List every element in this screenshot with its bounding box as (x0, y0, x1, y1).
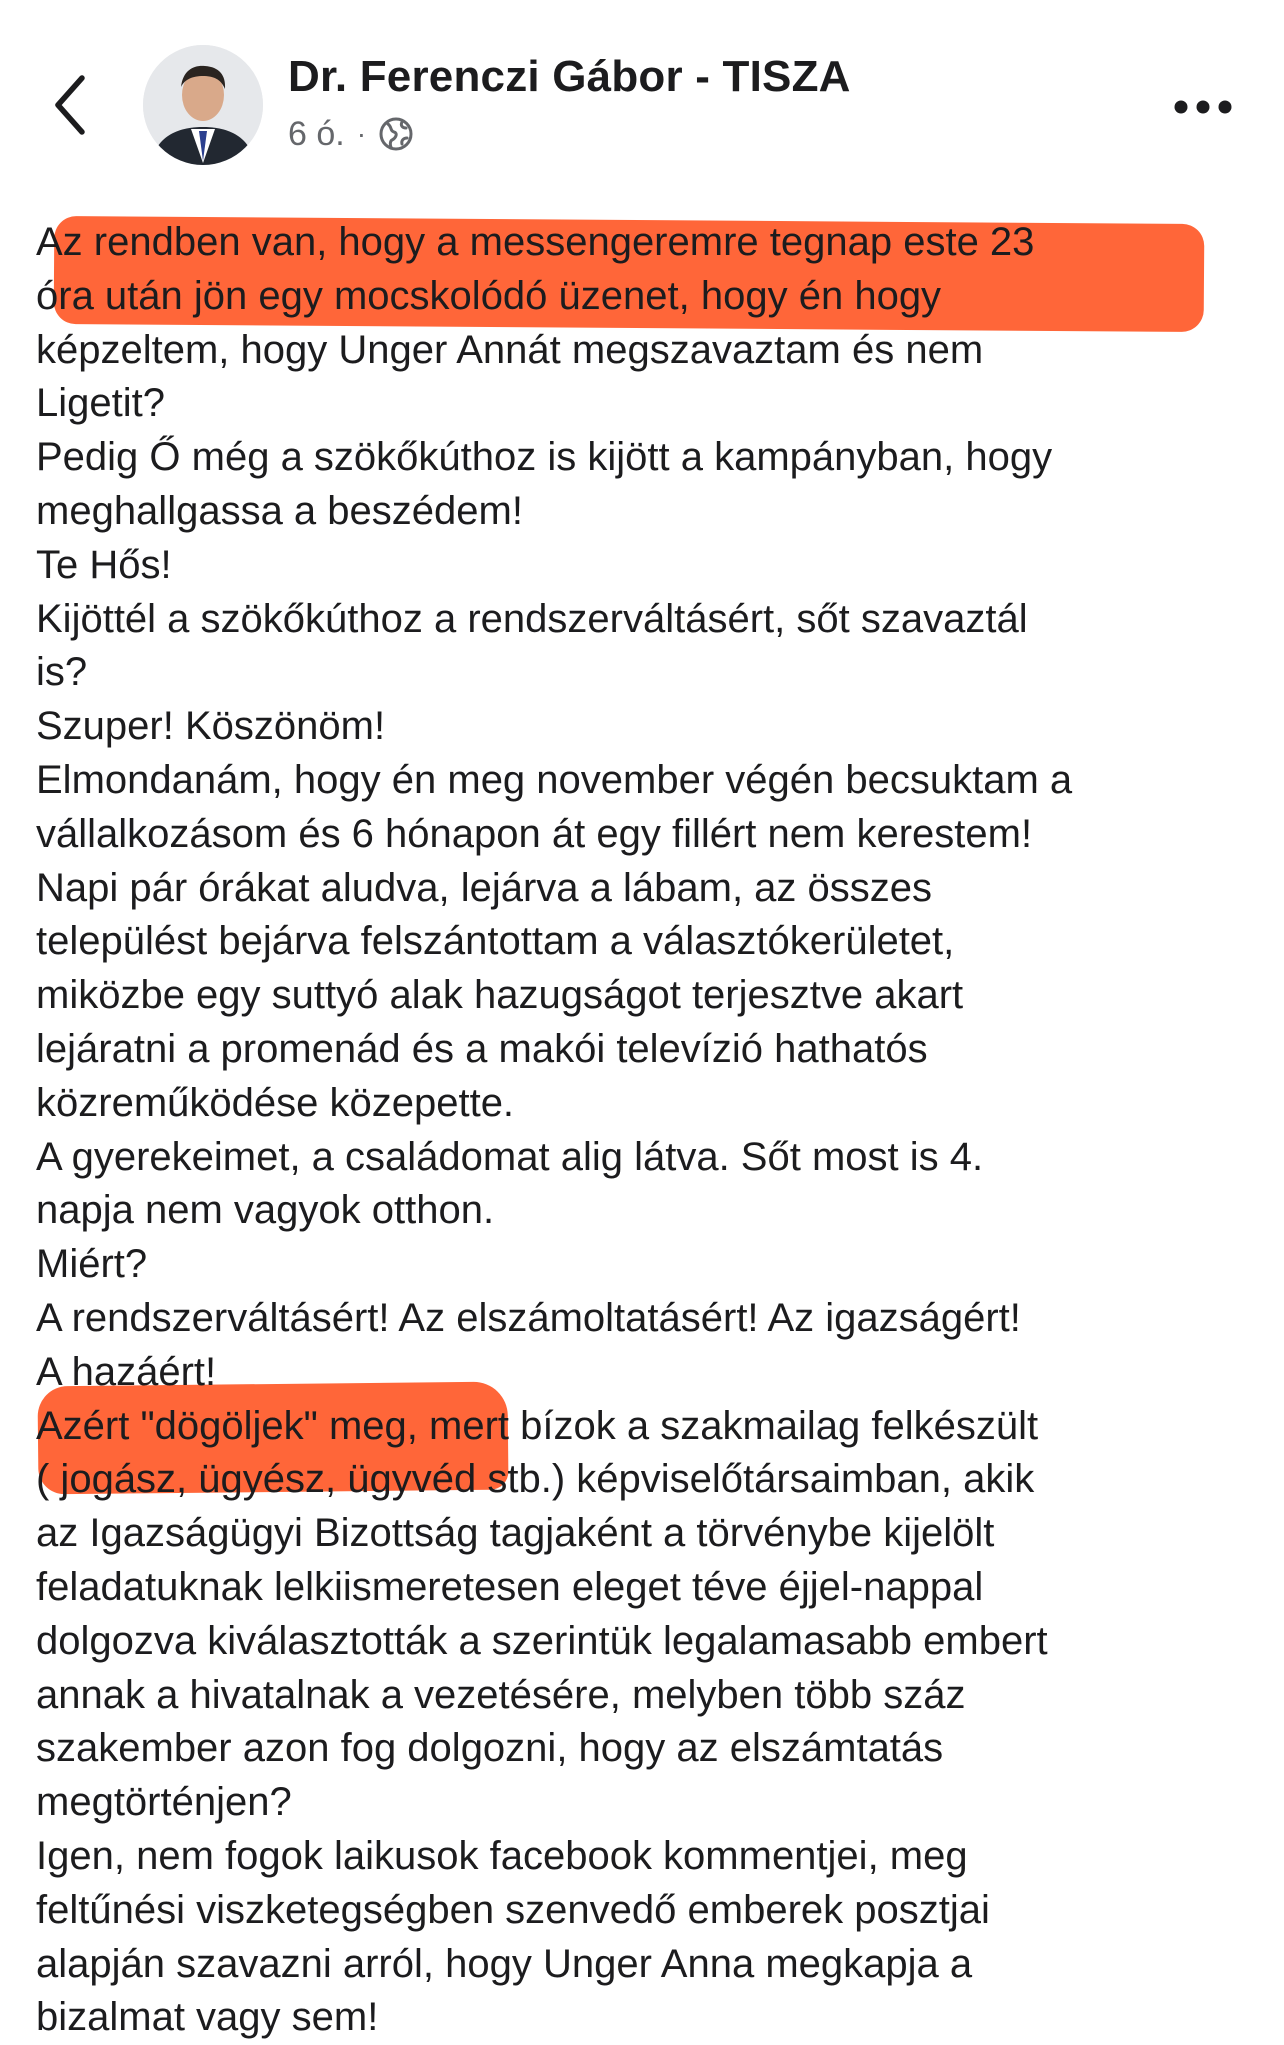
more-options-button[interactable] (1168, 82, 1238, 132)
more-horizontal-icon (1173, 99, 1233, 115)
chevron-left-icon (52, 74, 88, 136)
post-line: Elmondanám, hogy én meg november végén becsuktam a (36, 757, 1073, 802)
post-line: az Igazságügyi Bizottság tagjaként a törvénybe kijelölt (36, 1511, 995, 1556)
post-line: Igen, nem fogok laikusok facebook kommentjei, meg (36, 1833, 968, 1878)
post-line: képzeltem, hogy Unger Annát megszavaztam és nem (36, 327, 984, 372)
post-line: Az rendben van, hogy a messengeremre tegnap este 23 (36, 220, 1035, 264)
post-line: miközbe egy suttyó alak hazugságot terjesztve akart (36, 973, 964, 1018)
post-time[interactable]: 6 ó. (288, 114, 345, 153)
post-line: megtörténjen? (36, 1780, 292, 1825)
meta-separator: · (356, 118, 367, 149)
post-line: települést bejárva felszántottam a választókerületet, (36, 919, 955, 964)
post-line: közreműködése közepette. (36, 1080, 515, 1125)
post-line: szakember azon fog dolgozni, hogy az elszámtatás (36, 1726, 944, 1771)
post-line: vállalkozásom és 6 hónapon át egy fillért nem kerestem! (36, 811, 1033, 856)
post-line: ( jogász, ügyész, ügyvéd stb.) képviselőtársaimban, akik (36, 1457, 1035, 1502)
post-line: A rendszerváltásért! Az elszámoltatásért! Az igazságért! (36, 1295, 1021, 1340)
post-line: Napi pár órákat aludva, lejárva a lábam, az összes (36, 865, 933, 910)
avatar-photo (143, 45, 263, 165)
post-line: A hazáért! (36, 1349, 217, 1394)
post-line: feltűnési viszketegségben szenvedő emberek posztjai (36, 1887, 990, 1932)
post-line: Szuper! Köszönöm! (36, 704, 386, 749)
post-line: Azért "dögöljek" meg, mert bízok a szakmailag felkészült (36, 1403, 1039, 1448)
post-line: Pedig Ő még a szökőkúthoz is kijött a kampányban, hogy (36, 435, 1053, 480)
post-line: Ligetit? (36, 381, 165, 426)
post-header (0, 0, 1284, 190)
post-line: bizalmat vagy sem! (36, 1995, 379, 2040)
post-line: feladatuknak lelkiismeretesen eleget téve éjjel-nappal (36, 1564, 984, 1609)
globe-icon (378, 116, 414, 152)
post-line: meghallgassa a beszédem! (36, 488, 523, 533)
post-line: Kijöttél a szökőkúthoz a rendszerváltásért, sőt szavaztál (36, 596, 1028, 641)
post-line: annak a hivatalnak a vezetésére, melyben több száz (36, 1672, 966, 1717)
author-name[interactable]: Dr. Ferenczi Gábor - TISZA (288, 52, 851, 101)
post-meta (288, 112, 414, 156)
post-line: lejáratni a promenád és a makói televízió hathatós (36, 1026, 928, 1071)
post-line: óra után jön egy mocskolódó üzenet, hogy én hogy (36, 273, 942, 318)
back-button[interactable] (40, 60, 100, 150)
avatar[interactable] (143, 45, 263, 165)
post-line: alapján szavazni arról, hogy Unger Anna megkapja a (36, 1941, 973, 1986)
post-line: A gyerekeimet, a családomat alig látva. Sőt most is 4. (36, 1134, 984, 1179)
post-line: is? (36, 650, 88, 695)
post-text (36, 216, 1266, 2045)
post-line: Miért? (36, 1242, 148, 1287)
post-line: Te Hős! (36, 542, 172, 587)
post-line: dolgozva kiválasztották a szerintük legalamasabb embert (36, 1618, 1048, 1663)
post-line: napja nem vagyok otthon. (36, 1188, 495, 1233)
